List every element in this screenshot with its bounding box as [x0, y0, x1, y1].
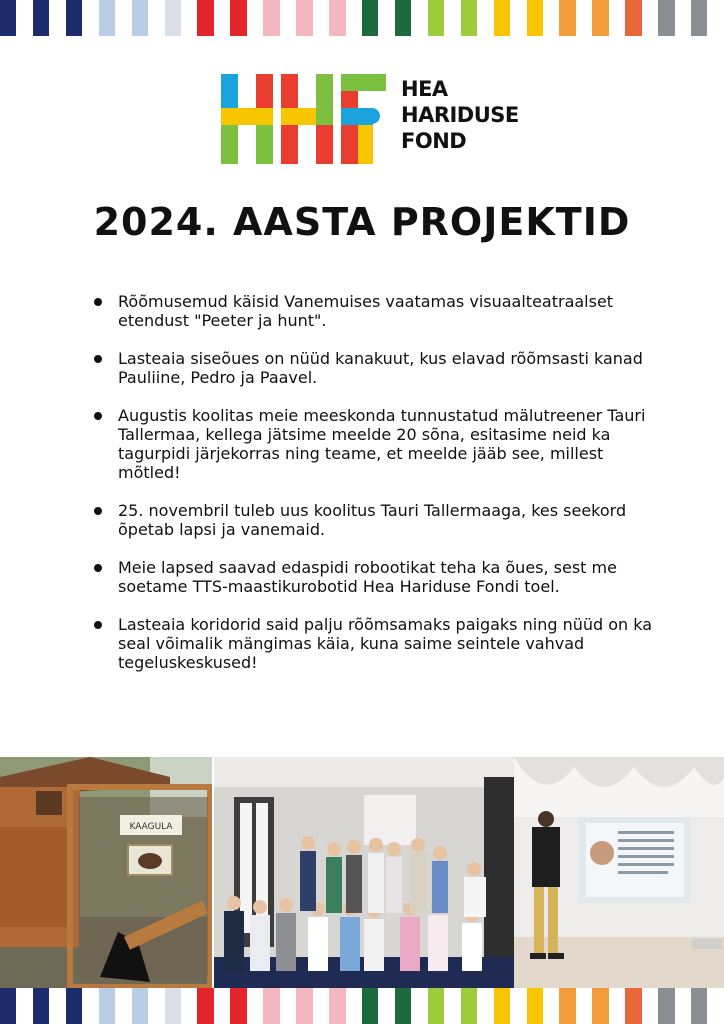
stripe-segment [378, 988, 394, 1024]
stripe-segment [658, 988, 674, 1024]
stripe-segment [263, 988, 279, 1024]
stripe-segment [625, 988, 641, 1024]
stripe-segment [527, 0, 543, 36]
stripe-segment [230, 988, 246, 1024]
stripe-segment [0, 0, 16, 36]
stripe-segment [99, 988, 115, 1024]
stripe-segment [263, 0, 279, 36]
stripe-segment [362, 988, 378, 1024]
stripe-segment [0, 988, 16, 1024]
stripe-segment [115, 0, 131, 36]
stripe-segment [428, 988, 444, 1024]
stripe-segment [675, 988, 691, 1024]
stripe-segment [642, 0, 658, 36]
stripe-segment [49, 988, 65, 1024]
stripe-segment [329, 988, 345, 1024]
stripe-segment [16, 0, 32, 36]
bullet-icon [94, 564, 102, 572]
photo-presenter [514, 757, 724, 989]
stripe-segment [33, 0, 49, 36]
bullet-icon [94, 298, 102, 306]
bullet-icon [94, 412, 102, 420]
top-stripe-border [0, 0, 724, 36]
list-item-text: 25. novembril tuleb uus koolitus Tauri Tallermaaga, kes seekord õpetab lapsi ja vanemaid. [118, 501, 627, 539]
coop-sign-text: KAAGULA [129, 822, 173, 832]
stripe-segment [132, 988, 148, 1024]
logo-line-2: HARIDUSE [401, 103, 519, 127]
list-item-text: Rõõmusemud käisid Vanemuises vaatamas visuaalteatraalset etendust "Peeter ja hunt". [118, 292, 614, 330]
stripe-segment [66, 988, 82, 1024]
stripe-segment [181, 0, 197, 36]
stripe-segment [247, 0, 263, 36]
stripe-segment [461, 988, 477, 1024]
stripe-segment [165, 988, 181, 1024]
list-item-text: Meie lapsed saavad edaspidi robootikat teha ka õues, sest me soetame TTS-maastikurobotid Hea Hariduse Fondi toel. [118, 558, 617, 596]
stripe-segment [296, 988, 312, 1024]
stripe-segment [691, 988, 707, 1024]
stripe-segment [115, 988, 131, 1024]
list-item [92, 558, 662, 596]
stripe-segment [543, 0, 559, 36]
stripe-segment [543, 988, 559, 1024]
list-item [92, 406, 662, 482]
stripe-segment [148, 0, 164, 36]
stripe-segment [66, 0, 82, 36]
stripe-segment [329, 0, 345, 36]
bullet-icon [94, 355, 102, 363]
stripe-segment [461, 0, 477, 36]
stripe-segment [280, 0, 296, 36]
stripe-segment [362, 0, 378, 36]
stripe-segment [49, 0, 65, 36]
stripe-segment [33, 988, 49, 1024]
stripe-segment [576, 988, 592, 1024]
stripe-segment [592, 988, 608, 1024]
photo-chicken-coop [0, 757, 212, 989]
list-item-text: Augustis koolitas meie meeskonda tunnustatud mälutreener Tauri Tallermaa, kellega jätsime meelde 20 sõna, esitasime neid ka tagurpidi järjekorras ning teame, et meelde jääb see, millest mõtled! [118, 406, 646, 482]
list-item [92, 349, 662, 387]
stripe-segment [428, 0, 444, 36]
stripe-segment [214, 988, 230, 1024]
stripe-segment [313, 988, 329, 1024]
list-item-text: Lasteaia siseõues on nüüd kanakuut, kus elavad rõõmsasti kanad Pauliine, Pedro ja Paavel. [118, 349, 643, 387]
stripe-segment [395, 988, 411, 1024]
stripe-segment [165, 0, 181, 36]
stripe-segment [609, 0, 625, 36]
stripe-segment [411, 0, 427, 36]
stripe-segment [675, 0, 691, 36]
list-item [92, 501, 662, 539]
stripe-segment [510, 0, 526, 36]
stripe-segment [494, 988, 510, 1024]
stripe-segment [82, 988, 98, 1024]
stripe-segment [16, 988, 32, 1024]
bullet-icon [94, 507, 102, 515]
stripe-segment [625, 0, 641, 36]
stripe-segment [148, 988, 164, 1024]
project-list [92, 292, 662, 691]
photo-strip [0, 757, 724, 989]
bullet-icon [94, 621, 102, 629]
stripe-segment [395, 0, 411, 36]
stripe-segment [477, 0, 493, 36]
stripe-segment [559, 0, 575, 36]
stripe-segment [197, 988, 213, 1024]
stripe-segment [494, 0, 510, 36]
stripe-segment [576, 0, 592, 36]
stripe-segment [707, 0, 723, 36]
bottom-stripe-border [0, 988, 724, 1024]
stripe-segment [707, 988, 723, 1024]
stripe-segment [197, 0, 213, 36]
stripe-segment [99, 0, 115, 36]
stripe-segment [411, 988, 427, 1024]
logo-line-3: FOND [401, 129, 467, 153]
stripe-segment [444, 988, 460, 1024]
stripe-segment [477, 988, 493, 1024]
logo-wordmark [401, 76, 519, 154]
stripe-segment [378, 0, 394, 36]
list-item [92, 615, 662, 672]
stripe-segment [82, 0, 98, 36]
stripe-segment [658, 0, 674, 36]
list-item-text: Lasteaia koridorid said palju rõõmsamaks paigaks ning nüüd on ka seal võimalik mängimas käia, kuna saime seintele vahvad tegeluskeskused! [118, 615, 653, 672]
stripe-segment [346, 0, 362, 36]
list-item [92, 292, 662, 330]
stripe-segment [132, 0, 148, 36]
stripe-segment [592, 0, 608, 36]
photo-children-group [214, 757, 514, 989]
stripe-segment [691, 0, 707, 36]
logo-line-1: HEA [401, 77, 448, 101]
stripe-segment [230, 0, 246, 36]
stripe-segment [214, 0, 230, 36]
stripe-segment [280, 988, 296, 1024]
stripe-segment [527, 988, 543, 1024]
stripe-segment [346, 988, 362, 1024]
stripe-segment [510, 988, 526, 1024]
stripe-segment [247, 988, 263, 1024]
stripe-segment [296, 0, 312, 36]
stripe-segment [313, 0, 329, 36]
stripe-segment [181, 988, 197, 1024]
page-title: 2024. AASTA PROJEKTID [93, 200, 631, 244]
stripe-segment [609, 988, 625, 1024]
stripe-segment [559, 988, 575, 1024]
stripe-segment [642, 988, 658, 1024]
stripe-segment [444, 0, 460, 36]
